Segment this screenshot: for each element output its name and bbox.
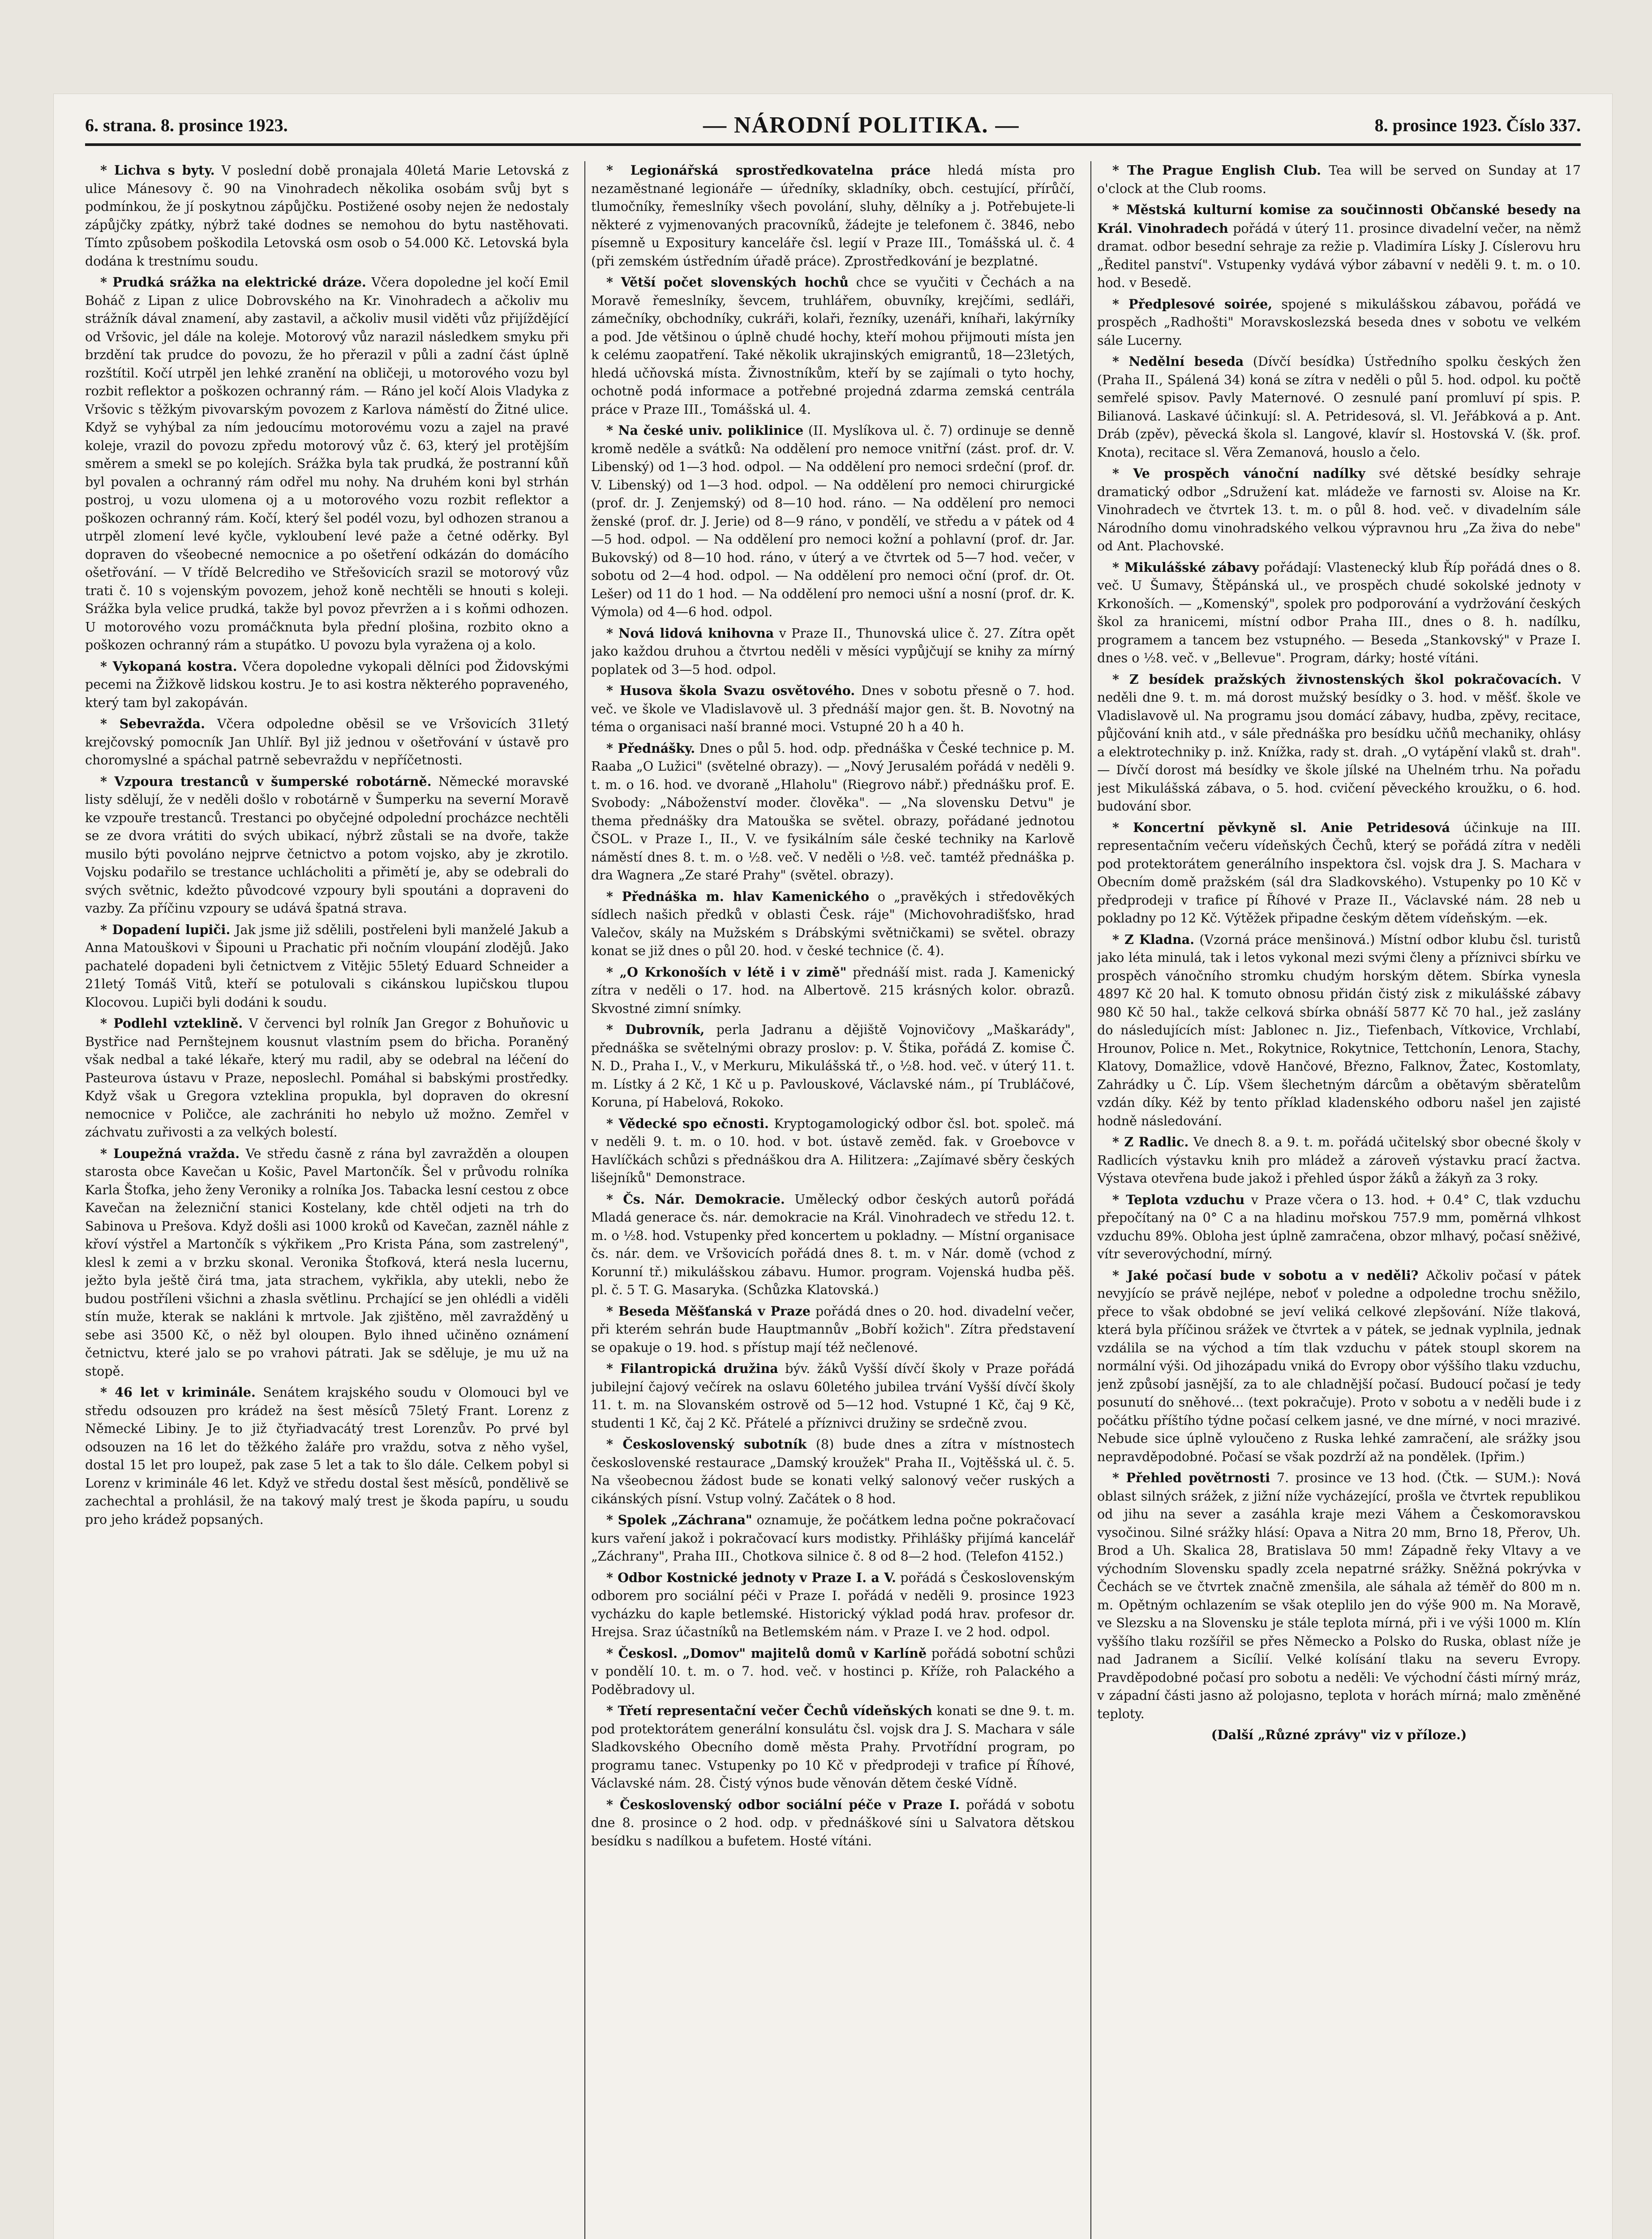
article-headline: * Přehled povětrnosti: [1112, 1470, 1270, 1485]
news-article: [591, 1644, 1075, 1699]
article-headline: * Jaké počasí bude v sobotu a v neděli?: [1112, 1267, 1419, 1283]
news-article: [591, 1569, 1075, 1642]
article-headline: * Nedělní beseda: [1112, 354, 1244, 369]
masthead-title: — NÁRODNÍ POLITIKA. —: [703, 112, 1020, 138]
article-body: pořádá s Československým odborem pro sociální péči v Praze I. pořádá v neděli 9. prosince 1923 vycházku do kaple betlemské. Historický výklad podá hrav. profesor dr. Hrejsa. Sraz účastníků na Betlemském nám. v Praze I. ve 2 hod. odpol.: [591, 1570, 1075, 1639]
article-headline: * Ve prospěch vánoční nadílky: [1112, 466, 1365, 481]
news-article: [1097, 161, 1581, 198]
article-headline: * 46 let v kriminále.: [100, 1385, 256, 1400]
column-right: [1097, 161, 1581, 2239]
news-article: [591, 421, 1075, 622]
article-body: pořádají: Vlastenecký klub Říp pořádá dnes o 8. več. U Šumavy, Štěpánská ul., ve prospěch chudé sokolské jednoty v Krkonoších. — „Komenský", spolek pro podporování a vydržování českých škol za hranicemi, místní odbor Praha III., dnes o 8. h. nadílku, programem a tancem bez vstupného. — Beseda „Stankovský" v Praze I. dnes o ½8. več. v „Bellevue". Program, dárky; hosté vítáni.: [1097, 560, 1581, 665]
news-article: [1097, 1133, 1581, 1188]
article-body: 7. prosince ve 13 hod. (Čtk. — SUM.): Nová oblast silných srážek, z jižní níže vycházející, prošla ve čtvrtek republikou od jihu na sever a zasáhla kraje mezi Váhem a Českomoravskou vysočinou. Silné srážky hlásí: Opava a Nitra 20 mm, Brno 18, Přerov, Uh. Brod a Uh. Skalica 28, Bratislava 50 mm! Západně řeky Vltavy a ve východním Slovensku spadly zcela nepatrné srážky. Sněžná pokrývka v Čechách se ve čtvrtek značně zmenšila, ale sáhala až téměř do 800 m n. m. Opětným ochlazením se však oteplilo jen do výše 900 m. Na Moravě, ve Slezsku a na Slovensku je stále teplota mírná, při i ve výši 1000 m. Klín vyššího tlaku rozšířil se přes Německo a Polsko do Ruska, oblast níže je nad Jadranem a Sicílií. Velké kolísání tlaku na severu Evropy. Pravděpodobné počasí pro sobotu a neděli: Ve východní části mírný mráz, v západní části jasno až polojasno, teplota v horách mírná; malo změněné teploty.: [1097, 1471, 1581, 1721]
news-article: [85, 657, 569, 712]
article-body: konati se dne 9. t. m. pod protektorátem generální konsulátu čsl. vojsk dra J. S. Machara v sále Sladkovského Obecního domě města Prahy. Prvotřídní program, po programu tanec. Vstupenky po 10 Kč v předprodeji v trafice pí Říhové, Václavské nám. 28. Čistý výnos bude věnován dětem české Vídně.: [591, 1703, 1075, 1791]
article-headline: * Legionářská sprostředkovatelna práce: [606, 163, 931, 178]
article-headline: * Filantropická družina: [606, 1361, 778, 1376]
article-headline: * Vzpoura trestanců v šumperské robotárně.: [100, 773, 432, 789]
article-body: býv. žáků Vyšší dívčí školy v Praze pořádá jubilejní čajový večírek na oslavu 60letého jubilea trvání Vyšší dívčí školy 11. t. m. na Slovanském ostrově od 5—12 hod. Vstupné 1 Kč, čaj 9 Kč, studenti 1 Kč, čaj 2 Kč. Přátelé a příznivci družiny se srdečně zvou.: [591, 1361, 1075, 1431]
article-body: V červenci byl rolník Jan Gregor z Bohuňovic u Bystřice nad Pernštejnem kousnut vlastním psem do břicha. Poraněný však nedbal a také lékaře, který mu radil, aby se odebral na léčení do Pasteurova ústavu v Praze, neposlechl. Pomáhal si babskými prostředky. Když však u Gregora vzteklina propukla, byl dopraven do okresní nemocnice v Poličce, ale zachrániti ho nebylo už možno. Zemřel v záchvatu zuřivosti a za velkých bolestí.: [85, 1016, 569, 1140]
news-article: [85, 161, 569, 270]
news-article: [85, 1014, 569, 1142]
article-headline: * Mikulášské zábavy: [1112, 559, 1259, 575]
news-article: [1097, 1266, 1581, 1467]
article-headline: * Z Radlic.: [1112, 1134, 1189, 1150]
article-headline: * Dubrovník,: [606, 1022, 705, 1037]
article-headline: * Československý odbor sociální péče v Praze I.: [606, 1797, 960, 1812]
article-body: pořádá dnes o 20. hod. divadelní večer, při kterém sehrán bude Hauptmannův „Bobří kožich". Zítra představení se opakuje o 19. hod. s přístup mají též nečlenové.: [591, 1304, 1075, 1355]
news-article: [1097, 464, 1581, 556]
article-headline: * Beseda Měšťanská v Praze: [606, 1303, 811, 1319]
article-headline: * Třetí representační večer Čechů vídeňských: [606, 1703, 932, 1718]
news-article: [591, 161, 1075, 270]
header-issue: 8. prosince 1923. Číslo 337.: [1374, 115, 1581, 135]
article-headline: * „O Krkonoších v létě i v zimě": [606, 964, 847, 980]
article-headline: * Větší počet slovenských hochů: [606, 275, 849, 290]
article-body: Umělecký odbor českých autorů pořádá Mladá generace čs. nár. demokracie na Král. Vinohradech ve středu 12. t. m. o ½8. hod. Vstupenky před koncertem u pokladny. — Místní organisace čs. nár. dem. ve Vršovicích pořádá dnes 8. t. m. v Nár. domě (vchod z Korunní tř.) mikulášskou zábavu. Humor. program. Vojenská hudba pěš. pl. č. 5 T. G. Masaryka. (Schůzka Klatovská.): [591, 1192, 1075, 1297]
article-body: v Praze II., Thunovská ulice č. 27. Zítra opět jako každou druhou a čtvrtou neděli v měsíci vypůjčují se knihy za mírný poplatek od 3—5 hod. odpol.: [591, 626, 1075, 677]
article-body: v Praze včera o 13. hod. + 0.4° C, tlak vzduchu přepočítaný na 0° C a na hladinu mořskou 757.9 mm, poměrná vlhkost vzduchu 89%. Obloha jest úplně zamračena, obzor mlhavý, počasí sněživé, vítr severovýchodní, mírný.: [1097, 1192, 1581, 1261]
article-body: chce se vyučiti v Čechách a na Moravě řemeslníky, ševcem, truhlářem, obuvníky, krejčími, sedláři, zámečníky, obchodníky, cukráři, kolaři, řezníky, uzenáři, kníhaři, lakýrníky a pod. Jde většinou o úplně chudé hochy, kteří mohou přijmouti místa jen k celému zaopatření. Také několik ukrajinských emigrantů, 18—23letých, hledá učňovská místa. Živnostníkům, kteří by se zajímali o tyto hochy, ochotně podá informace a potřebné projedná zdarma zemská centrála práce v Praze III., Tomášská ul. 4.: [591, 275, 1075, 417]
news-article: [1097, 558, 1581, 668]
article-headline: * Spolek „Záchrana": [606, 1512, 752, 1527]
article-body: Německé moravské listy sdělují, že v neděli došlo v robotárně v Šumperku na severní Moravě ke vzpouře trestanců. Trestanci po obyčejné odpolední procházce nechtěli se ze dvora vrátiti do svých ubikací, nýbrž zůstali se na dvoře, takže musilo býti povoláno nejprve četnictvo a potom vojsko, aby je zkrotilo. Vojsku podařilo se trestance uchlácholiti a přimětí je, aby se odebrali do svých světnic, kdežto původcové vzpoury byli spoutáni a dopraveni do vazby. Za příčinu vzpoury se udává špatná strava.: [85, 774, 569, 916]
article-body: Kryptogamologický odbor čsl. bot. společ. má v neděli 9. t. m. o 10. hod. v bot. ústavě zeměd. fak. v Groebovce v Havlíčkách schůzi s přednáškou dra A. Hilitzera: „Zajímavé sběry českých lišejníků" Demonstrace.: [591, 1116, 1075, 1185]
article-body: Ve dnech 8. a 9. t. m. pořádá učitelský sbor obecné školy v Radlicích výstavku knih pro mládež a zároveň výstavku prací žactva. Výstava otevřena bude jakož i přehled úspor žáků a žákyň za 3 roky.: [1097, 1135, 1581, 1186]
news-article: [1097, 819, 1581, 928]
article-headline: * Přednáška m. hlav Kamenického: [606, 888, 869, 904]
article-headline: * Československý subotník: [606, 1437, 807, 1452]
article-headline: * Vykopaná kostra.: [100, 658, 237, 674]
article-body: V poslední době pronajala 40letá Marie Letovská z ulice Mánesovy č. 90 na Vinohradech několika osobám svůj byt s podmínkou, že jí poskytnou zápůjčku. Postižené osoby nejen že nedostaly zápůjčky zpátky, nýbrž také dodnes se nemohou do bytu nastěhovati. Tímto způsobem poškodila Letovská osm osob o 54.000 Kč. Letovská byla dodána k trestnímu soudu.: [85, 163, 569, 269]
article-body: přednáší mist. rada J. Kamenický zítra v neděli o 17. hod. na Albertově. 215 krásných kolor. obrazů. Skvostné zimní snímky.: [591, 965, 1075, 1016]
article-headline: * Městská kulturní komise za součinnosti Občanské besedy na Král. Vinohradech: [1097, 202, 1581, 236]
article-headline: * Husova škola Svazu osvětového.: [606, 683, 855, 698]
article-body: (Vzorná práce menšinová.) Místní odbor klubu čsl. turistů jako léta minulá, tak i letos vykonal mezi svými členy a příznivci sbírku ve prospěch vánočního stromku chudým horským dětem. Sbírka vynesla 4897 Kč 20 hal. K tomuto obnosu přidán čistý zisk z mikulášské zábavy 980 Kč 50 hal., takže celková sbírka obnáší 5877 Kč 70 hal., jež zaslány do následujících míst: Jablonec n. Jiz., Tiefenbach, Vítkovice, Vrchlabí, Hrounov, Police n. Met., Rokytnice, Rokytnice, Tettchonín, Lenora, Stachy, Klatovy, Domažlice, vdově Hančové, Březno, Falknov, Žatec, Kostomlaty, Zahrádky u Č. Líp. Všem šlechetným dárcům a obětavým sběratelům vzdán díky. Kéž by tento příklad kladenského odboru našel jen zajisté hodně následování.: [1097, 932, 1581, 1128]
article-body: své dětské besídky sehraje dramatický odbor „Sdružení kat. mládeže ve farnosti sv. Aloise na Kr. Vinohradech ve čtvrtek 13. t. m. o půl 8. hod. več. v divadelním sále Národního domu vinohradského velkou výpravnou hru „Za živa do nebe" od Ant. Plachovské.: [1097, 466, 1581, 553]
news-article: [591, 624, 1075, 679]
article-columns: [85, 161, 1581, 2239]
article-body: pořádá v úterý 11. prosince divadelní večer, na němž dramat. odbor besední sehraje za režie p. Vladimíra Lísky J. Císlerovu hru „Ředitel panství". Vstupenky vydává výbor zábavní v neděli 9. t. m. o 10. hod. v Besedě.: [1097, 221, 1581, 290]
news-article: [85, 1145, 569, 1381]
newspaper-page: [54, 94, 1612, 2239]
article-body: Ačkoliv počasí v pátek nevyjícío se právě nejlépe, neboť v poledne a odpoledne trochu sněžilo, přece to však obdobné se jeví veliká celkové zlepšování. Níže tlaková, která byla příčinou srážek ve čtvrtek a v pátek, se jednak vyplnila, jednak vzdálila se na východ a tím tlak vzduchu v pátek stoupl skorem na normální výši. Od jihozápadu vniká do Evropy obor výššího tlaku vzduchu, jenž způsobí jasnější, za to ale chladnější počasí. Budoucí počasí je tedy posunutí do sněhové... (text pokračuje). Proto v sobotu a v neděli bude i z počátku příštího týdne počasí celkem jasné, ve dne mírné, v noci mrazivé. Nebude sice úplně vyloučeno z Ruska lehké zamračení, ale srážky jsou nepravděpodobné. Počasí se však pozdrží až na pondělek. (Ipřim.): [1097, 1268, 1581, 1464]
article-headline: * Z besídek pražských živnostenských škol pokračovacích.: [1112, 671, 1562, 687]
news-article: [85, 772, 569, 918]
article-headline: * Prudká srážka na elektrické dráze.: [100, 275, 366, 290]
article-headline: * Koncertní pěvkyně sl. Anie Petridesová: [1112, 819, 1450, 835]
article-body: Dnes o půl 5. hod. odp. přednáška v České technice p. M. Raaba „O Lužici" (světelné obrazy). — „Nový Jerusalém pořádá v neděli 9. t. m. o 16. hod. ve dvoraně „Hlaholu" (Riegrovo nábř.) přednášku prof. E. Svobody: „Náboženství moder. člověka". — „Na slovensku Detvu" je thema přednášky dra Matouška se světel. obrazy, pořádané jednotou ČSOL. v Praze I., II., V. ve fysikálním sále české techniky na Karlově náměstí dnes 8. t. m. o ½8. več. V neděli o ½8. več. tamtéž přednáška p. dra Wagnera „Ze staré Prahy" (světel. obrazy).: [591, 741, 1075, 883]
article-body: o „pravěkých i středověkých sídlech našich předků v oblasti Česk. ráje" (Michovohradišťsko, hrad Valečov, skály na Mužském s Drábskými světničkami) se světel. obrazy konat se již dnes o půl 20. hod. v české technice (č. 4).: [591, 889, 1075, 958]
article-headline: * The Prague English Club.: [1112, 163, 1322, 178]
article-body: V neděli dne 9. t. m. má dorost mužský besídky o 3. hod. v měšť. škole ve Vladislavově ul. Na programu jsou domácí zábavy, hudba, zpěvy, recitace, půjčování knih atd., v sále přednáška pro besídku učňů mechaniky, ohlásy a elektrotechniky p. inž. Knížka, rady st. drah. „O vytápění vlaků st. drah". — Dívčí dorost má besídky ve škole jílské na Uhelném trhu. Na pořadu jest Mikulášská zábava, o 5. hod. cvičení pěveckého kroužku, o 6. hod. budování sbor.: [1097, 672, 1581, 814]
article-body: spojené s mikulášskou zábavou, pořádá ve prospěch „Radhošti" Moravskoslezská beseda dnes v sobotu ve velkém sále Lucerny.: [1097, 296, 1581, 348]
news-article: [1097, 352, 1581, 462]
article-body: Ve středu časně z rána byl zavražděn a oloupen starosta obce Kavečan u Košic, Pavel Martončík. Šel v průvodu rolníka Karla Štofka, jeho ženy Veroniky a rolníka Jos. Tabacka lesní cestou z obce Kavečan na železniční stanici Kostelany, kde chtěl odjeti na trh do Sabinova u Prešova. Když došli asi 1000 kroků od Kavečan, zazněl náhle z křoví výstřel a Martončík s výkřikem „Pro Krista Pána, som zastrelený", klesl k zemi a v brzku skonal. Veronika Štofková, která nesla lucernu, ježto byla ještě čirá tma, jata strachem, vykřikla, aby utekli, nebo že budou postříleni všichni a zhasla světlinu. Prchající se jen ohlédli a viděli stín muže, kterak se nakláni k mrtvole. Jak zjištěno, měl zavražděný u sebe asi 3500 Kč, o něž byl oloupen. Bylo ihned učiněno oznámení četnictvu, které jalo se po vrahovi pátrati. Jak se sděluje, je mu už na stopě.: [85, 1146, 569, 1379]
news-article: [1097, 201, 1581, 292]
news-article: [85, 715, 569, 770]
page-header: [85, 112, 1581, 146]
news-article: [591, 1115, 1075, 1188]
article-headline: * Předplesové soirée,: [1112, 296, 1273, 312]
article-headline: * Sebevražda.: [100, 716, 205, 731]
news-article: [591, 1360, 1075, 1433]
article-headline: * Vědecké spo ečnosti.: [606, 1115, 769, 1131]
article-headline: * Loupežná vražda.: [100, 1145, 240, 1161]
news-article: [591, 1511, 1075, 1566]
news-article: [1097, 1191, 1581, 1264]
article-body: Senátem krajského soudu v Olomouci byl ve středu odsouzen pro krádež na šest měsíců 75letý Frant. Lorenz z Německé Libiny. Je to již čtyřiadvacátý trest Lorenzův. Po prvé byl odsouzen na 16 let do těžkého žaláře pro vraždu, sotva z něho vyšel, dostal 15 let pro loupež, pak zase 5 let a tak to šlo dále. Celkem pobyl si Lorenz v kriminále 46 let. Když ve středu dostal šest měsíců, pondělivě se zachechtal a prohlásil, že na takový malý trest je škoda papíru, u soudu pro jeho krádež popsaných.: [85, 1385, 569, 1527]
news-article: [1097, 670, 1581, 816]
news-article: [1097, 1469, 1581, 1723]
article-headline: * Přednášky.: [606, 740, 695, 756]
article-headline: * Na české univ. poliklinice: [606, 423, 804, 438]
news-article: [591, 682, 1075, 737]
news-article: [85, 273, 569, 655]
news-article: [591, 1702, 1075, 1793]
column-left: [85, 161, 569, 2239]
article-headline: * Odbor Kostnické jednoty v Praze I. a V.: [606, 1570, 897, 1585]
article-body: účinkuje na III. representačním večeru vídeňských Čechů, který se pořádá zítra v neděli pod protektorátem generálního inspektora čsl. vojsk dra J. S. Machara v Obecním domě pražském (sál dra Sladkovského). Vstupenky po 10 Kč v předprodeji v trafice pí Říhové v Praze II., Václavské nám. 28 neb u pokladny po 12 Kč. Výtěžek připadne českým dětem vídeňským. —ek.: [1097, 820, 1581, 926]
article-headline: * Nová lidová knihovna: [606, 625, 774, 641]
news-article: [591, 273, 1075, 419]
news-article: [591, 963, 1075, 1018]
article-body: Včera dopoledne jel kočí Emil Boháč z Lipan z ulice Dobrovského na Kr. Vinohradech a ačkoliv mu strážník dával znamení, aby zastavil, a ačkoliv musil viděti vůz přijíždějící od Vršovic, jel dále na koleje. Motorový vůz narazil následkem smyku při brzdění tak prudce do povozu, že ho přerazil v půli a zadní část úplně rozštítil. Kočí utrpěl jen lehké zranění na obličeji, u motorového vozu byl rozbit reflektor a poškozen ochranný rám. — Ráno jel kočí Alois Vladyka z Vršovic s těžkým pivovarským povozem z Karlova náměstí do Žitné ulice. Když se vyhýbal za ním jedoucímu motorovému vozu a zajel na pravé koleje, vrazil do povozu zpředu motorový vůz č. 63, který jel protějším směrem a smekl se po kolejích. Srážka byla tak prudká, že postranní kůň byl povalen a ochranný rám odřel mu nohy. Na druhém koni byl strhán postroj, u vozu ulomena oj a u motorového vozu rozbit reflektor a poškozen ochranný rám. Kočí, který šel podél vozu, byl odhozen stranou a utrpěl zlomení levé kyčle, vykloubení levé paže a četné oděrky. Byl dopraven do všeobecné nemocnice a po ošetření odkázán do domácího ošetřování. — V třídě Belcrediho ve Střešovicích srazil se motorový vůz trati č. 10 s vojenským povozem, jehož koně nechtěli se hnouti s koleji. Srážka byla velice prudká, takže byl povoz převržen a i s koňmi odhozen. U motorového vozu promáčknuta byla přední plošina, rozbito okno a poškozen ochranný rám a stupátko. U povozu byla vyražena oj a kolo.: [85, 275, 569, 652]
article-body: pořádá sobotní schůzi v pondělí 10. t. m. o 7. hod. več. v hostinci p. Kříže, roh Palackého a Poděbradovy ul.: [591, 1646, 1075, 1697]
article-headline: * Z Kladna.: [1112, 931, 1195, 947]
news-article: [591, 1021, 1075, 1112]
news-article: [591, 1435, 1075, 1508]
header-date: 6. strana. 8. prosince 1923.: [85, 115, 288, 135]
news-article: [85, 921, 569, 1012]
article-body: (Dívčí besídka) Ústředního spolku českých žen (Praha II., Spálená 34) koná se zítra v neděli o půl 5. hod. odpol. ku počtě semřelé spisov. Pavly Maternové. O zesnulé paní promluví pí spis. P. Bilianová. Laskavé účinkují: sl. A. Petridesová, sl. Vl. Jeřábková a p. Ant. Dráb (zpěv), pěvecká škola sl. Langové, klavír sl. Hostovská V. (šk. prof. Knota), recitace sl. Věra Zemanová, houslo a čelo.: [1097, 354, 1581, 460]
news-article: [591, 888, 1075, 961]
continued-note: (Další „Různé zprávy" viz v příloze.): [1211, 1727, 1467, 1742]
news-article: [591, 1190, 1075, 1300]
news-article: [85, 1383, 569, 1529]
article-headline: * Podlehl vzteklině.: [100, 1016, 243, 1031]
article-body: Včera odpoledne oběsil se ve Vršovicích 31letý krejčovský pomocník Jan Uhlíř. Byl již jednou v ošetřování v ústavě pro choromyslné a spáchal patrně sebevraždu v nepříčetnosti.: [85, 716, 569, 768]
article-body: oznamuje, že počátkem ledna počne pokračovací kurs vaření jakož i pokračovací kurs modistky. Přihlášky přijímá kancelář „Záchrany", Praha III., Chotkova silnice č. 8 od 8—2 hod. (Telefon 4152.): [591, 1513, 1075, 1564]
news-article: [591, 739, 1075, 885]
article-body: hledá místa pro nezaměstnané legionáře — úředníky, skladníky, obch. cestující, přírůčí, tlumočníky, řemeslníky všech povolání, sluhy, dělníky a j. Potřebujete-li některé z vyjmenovaných pracovníků, žádejte je telefonem č. 3846, nebo písemně u Expositury kanceláře čsl. legií v Praze III., Tomášská ul. č. 4 (při zemském ústředním úřadě práce). Zprostředkování je bezplatné.: [591, 163, 1075, 269]
article-headline: * Čs. Nár. Demokracie.: [606, 1191, 785, 1207]
article-body: (8) bude dnes a zítra v místnostech československé restaurace „Damský kroužek" Praha II., Vojtěšská ul. č. 5. Na všeobecnou žádost bude se konati velký salonový večer ruských a cikánských písní. Vstup volný. Začátek o 8 hod.: [591, 1437, 1075, 1506]
article-body: perla Jadranu a dějiště Vojnovičovy „Maškarády", přednáška se světelnými obrazy proslov: p. V. Štika, pořádá Z. komise Č. N. D., Praha I., V., v Merkuru, Mikulášská tř., o ½8. hod. več. v úterý 11. t. m. Lístky á 2 Kč, 1 Kč u p. Pavlouskové, Václavské nám., pí Trubláčové, Koruna, pí Habelová, Rokoko.: [591, 1022, 1075, 1110]
news-article: [1097, 931, 1581, 1131]
article-headline: * Českosl. „Domov" majitelů domů v Karlíně: [606, 1645, 927, 1661]
news-article: [591, 1302, 1075, 1357]
article-headline: * Teplota vzduchu: [1112, 1192, 1245, 1207]
article-body: Jak jsme již sdělili, postřeleni byli manželé Jakub a Anna Matouškovi v Šipouni u Prachatic při nočním vloupání zlodějů. Jako pachatelé dopadeni byli četnictvem z Vitějic 55letý Eduard Schneider a 21letý Tomáš Vitů, kteří se potulovali s cikánskou lupičskou tlupou Klocovou. Lupiči byli dodáni k soudu.: [85, 922, 569, 1010]
article-body: Tea will be served on Sunday at 17 o'clock at the Club rooms.: [1097, 163, 1581, 196]
column-middle: [591, 161, 1075, 2239]
article-body: Dnes v sobotu přesně o 7. hod. več. ve škole ve Vladislavově ul. 3 přednáší major gen. št. B. Novotný na téma o organisaci naší branné moci. Vstupné 20 h a 40 h.: [591, 683, 1075, 734]
news-article: [1097, 295, 1581, 350]
article-body: pořádá v sobotu dne 8. prosince o 2 hod. odp. v přednáškové síni u Salvatora dětskou besídku s nadílkou a bufetem. Hosté vítáni.: [591, 1797, 1075, 1849]
article-body: Včera dopoledne vykopali dělníci pod Židovskými pecemi na Žižkově lidskou kostru. Je to asi kostra některého popraveného, který tam byl zakopáván.: [85, 659, 569, 710]
news-article: [591, 1796, 1075, 1851]
article-body: (II. Myslíkova ul. č. 7) ordinuje se denně kromě neděle a svátků: Na oddělení pro nemoce vnitřní (zást. prof. dr. V. Libenský) od 1—3 hod. odpol. — Na oddělení pro nemoci srdeční (prof. dr. V. Libenský) od 1—3 hod. odpol. — Na oddělení pro nemoci chirurgické (prof. dr. J. Zenjemský) od 8—10 hod. ráno. — Na oddělení pro nemoci ženské (prof. dr. J. Jerie) od 8—9 ráno, v pondělí, ve středu a v pátek od 4—5 hod. odpol. — Na oddělení pro nemoci kožní a pohlavní (prof. dr. Jar. Bukovský) od 8—10 hod. ráno, v úterý a ve čtvrtek od 5—7 hod. večer, v sobotu od 2—4 hod. odpol. — Na oddělení pro nemoci oční (prof. dr. Ot. Lešer) od 11 do 1 hod. — Na oddělení pro nemoci ušní a nosní (prof. dr. K. Výmola) od 4—6 hod. odpol.: [591, 423, 1075, 619]
article-headline: * Dopadení lupiči.: [100, 922, 231, 937]
article-headline: * Lichva s byty.: [100, 163, 215, 178]
